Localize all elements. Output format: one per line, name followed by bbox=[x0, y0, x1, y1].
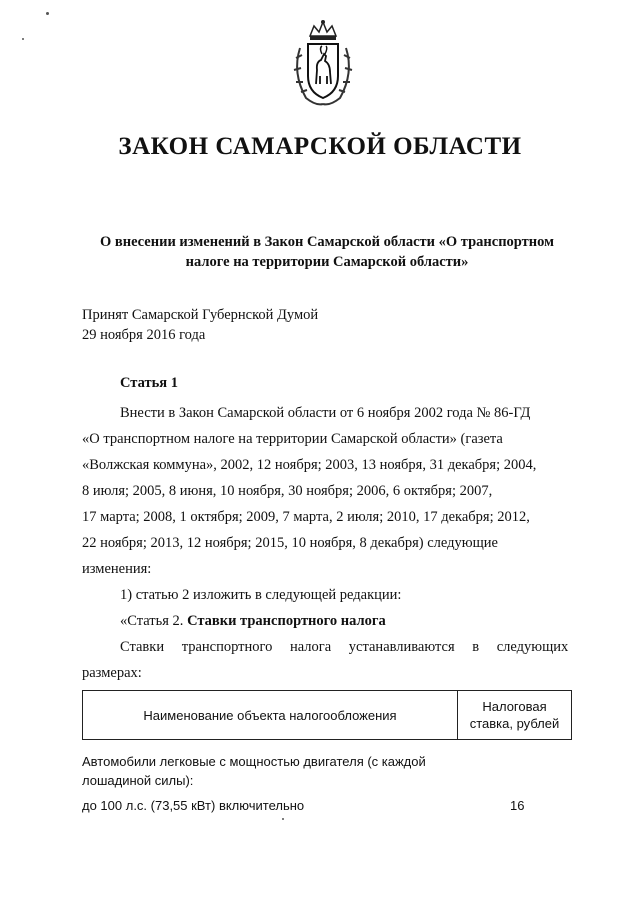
category-line: лошадиной силы): bbox=[82, 773, 194, 788]
column-header-rate-line: Налоговая bbox=[482, 699, 547, 714]
quoted-article-number: «Статья 2. bbox=[120, 613, 188, 629]
law-subtitle bbox=[82, 232, 572, 272]
rates-intro-line: Ставки транспортного налога устанавливаются в следующих bbox=[120, 639, 569, 655]
adoption-date: 29 ноября 2016 года bbox=[82, 327, 206, 343]
body-line: «Волжская коммуна», 2002, 12 ноября; 2003, 13 ноября, 31 декабря; 2004, bbox=[82, 457, 537, 473]
body-line: «О транспортном налоге на территории Самарской области» (газета bbox=[82, 431, 503, 447]
law-subtitle-line: налоге на территории Самарской области» bbox=[185, 254, 469, 270]
column-header-object: Наименование объекта налогообложения bbox=[83, 691, 458, 740]
body-line: 22 ноября; 2013, 12 ноября; 2015, 10 ноября, 8 декабря) следующие bbox=[82, 535, 498, 551]
scan-speck bbox=[282, 818, 284, 820]
tax-rates-table bbox=[82, 690, 572, 740]
category-passenger-cars bbox=[82, 752, 462, 790]
table-header-row bbox=[83, 691, 572, 740]
article-heading: Статья 1 bbox=[120, 375, 178, 391]
column-header-rate-line: ставка, рублей bbox=[469, 716, 560, 731]
rates-intro-line: размерах: bbox=[82, 665, 142, 681]
quoted-article-heading bbox=[82, 608, 572, 634]
quoted-article-title: Ставки транспортного налога bbox=[187, 613, 386, 629]
row-label: до 100 л.с. (73,55 кВт) включительно bbox=[82, 798, 305, 813]
law-subtitle-line: О внесении изменений в Закон Самарской области «О транспортном bbox=[99, 234, 555, 250]
row-rate: 16 bbox=[510, 798, 525, 813]
body-line: 8 июля; 2005, 8 июня, 10 ноября, 30 ноября; 2006, 6 октября; 2007, bbox=[82, 483, 493, 499]
article-body bbox=[82, 400, 572, 686]
body-line: 17 марта; 2008, 1 октября; 2009, 7 марта, 2 июля; 2010, 17 декабря; 2012, bbox=[82, 509, 530, 525]
amendment-item: 1) статью 2 изложить в следующей редакции: bbox=[120, 587, 402, 603]
samara-coat-of-arms-icon bbox=[286, 18, 360, 110]
category-line: Автомобили легковые с мощностью двигателя (с каждой bbox=[82, 754, 426, 769]
table-row bbox=[82, 798, 572, 813]
scan-speck bbox=[22, 38, 24, 40]
law-title: ЗАКОН САМАРСКОЙ ОБЛАСТИ bbox=[118, 133, 522, 160]
column-header-rate bbox=[458, 691, 572, 740]
adoption-body: Принят Самарской Губернской Думой bbox=[82, 307, 319, 323]
body-line: изменения: bbox=[82, 561, 152, 577]
scan-speck bbox=[46, 12, 49, 15]
adoption-info bbox=[82, 305, 318, 345]
body-line: Внести в Закон Самарской области от 6 ноября 2002 года № 86-ГД bbox=[120, 405, 531, 421]
